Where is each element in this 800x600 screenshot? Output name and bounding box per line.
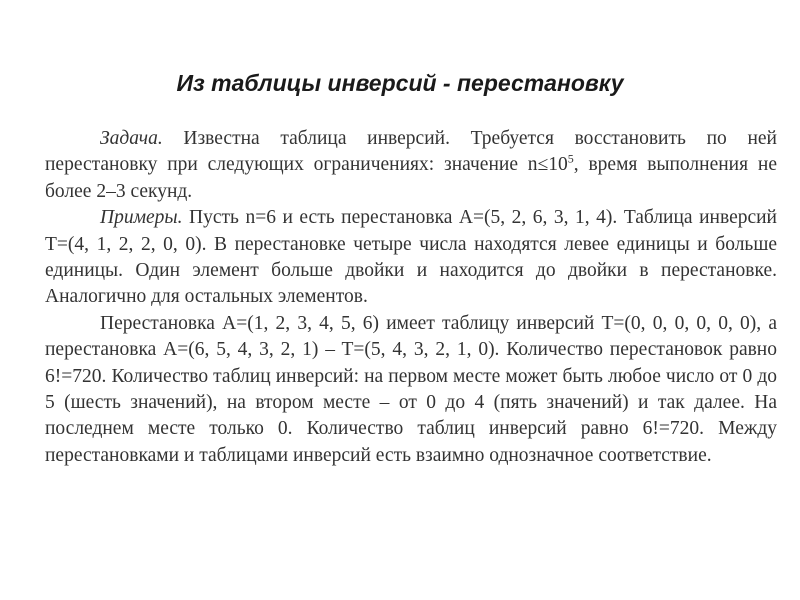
examples-paragraph bbox=[45, 205, 777, 311]
examples-label: Примеры. bbox=[100, 207, 183, 229]
permutation-paragraph: Перестановка A=(1, 2, 3, 4, 5, 6) имеет таблицу инверсий T=(0, 0, 0, 0, 0, 0), а перестановка A=(6, 5, 4, 3, 2, 1) – T=(5, 4, 3, 2, 1, 0). Количество перестановок равно 6!=720. Количество таблиц инверсий: на первом месте может быть любое число от 0 до 5 (шесть значений), на втором месте – от 0 до 4 (пять значений) и так далее. На последнем месте только 0. Количество таблиц инверсий равно 6!=720. Между перестановками и таблицами инверсий есть взаимно однозначное соответствие. bbox=[45, 312, 777, 466]
task-paragraph bbox=[45, 126, 777, 205]
task-text: Известна таблица инверсий. Требуется восстановить по ней перестановку при следующих ограничениях: значение n≤10 bbox=[45, 128, 777, 176]
slide-body bbox=[45, 126, 777, 469]
task-text-end: , время выполнения не более 2–3 секунд. bbox=[45, 154, 777, 202]
task-exponent: 5 bbox=[567, 151, 574, 166]
task-label: Задача. bbox=[100, 128, 163, 149]
slide-title: Из таблицы инверсий - перестановку bbox=[176, 70, 624, 96]
examples-text: Пусть n=6 и есть перестановка A=(5, 2, 6, 3, 1, 4). Таблица инверсий T=(4, 1, 2, 2, 0, 0). В перестановке четыре числа находятся левее единицы и больше единицы. Один элемент больше двойки и находится до двойки в перестановке. Аналогично для остальных элементов. bbox=[45, 207, 777, 308]
